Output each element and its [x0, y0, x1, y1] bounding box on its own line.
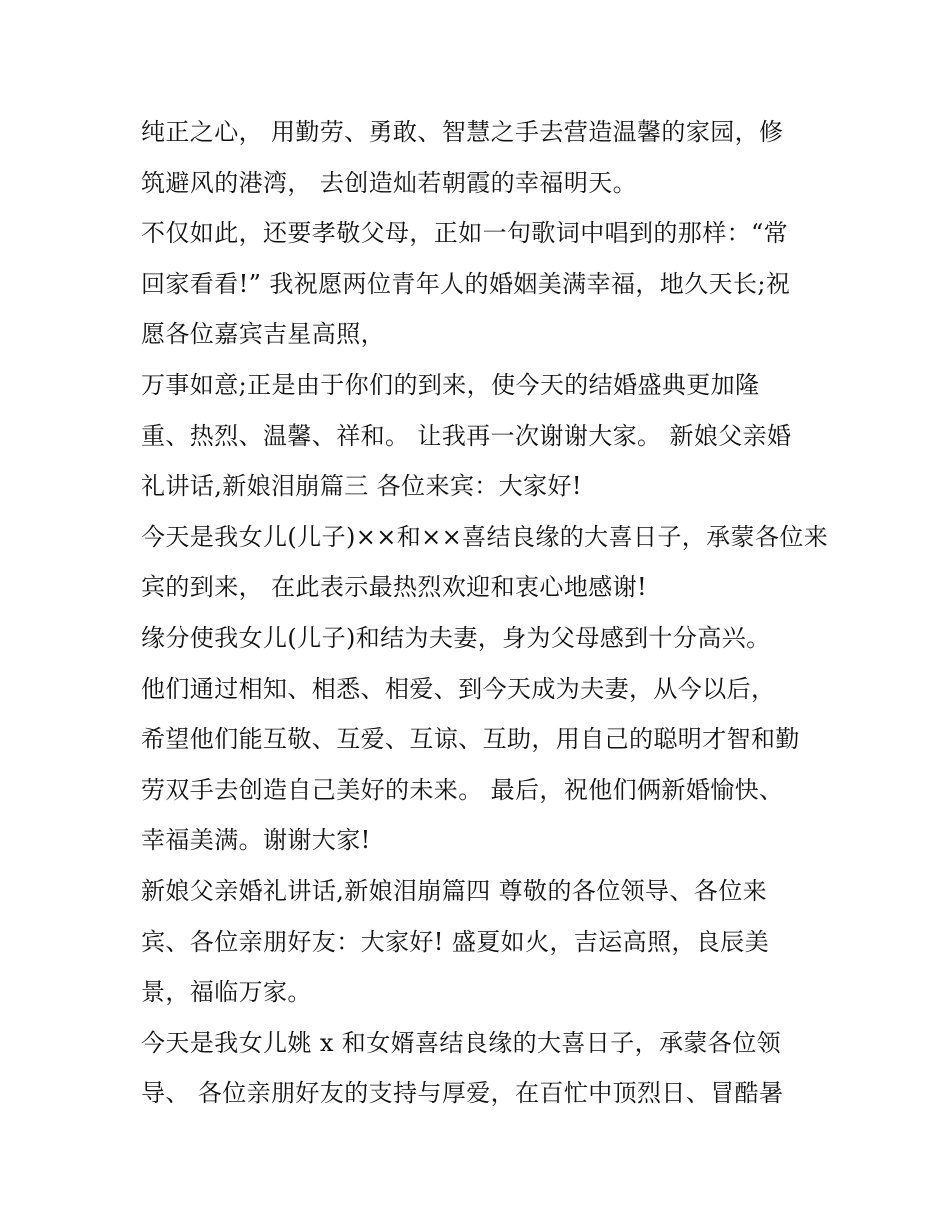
text-line: 重、热烈、温馨、祥和。 让我再一次谢谢大家。 新娘父亲婚	[141, 421, 792, 450]
text-line: 他们通过相知、相悉、相爱、到今天成为夫妻，从今以后，	[141, 674, 776, 703]
text-line: 不仅如此，还要孝敬父母，正如一句歌词中唱到的那样：“常	[141, 219, 789, 248]
text-line: 纯正之心， 用勤劳、勇敢、智慧之手去营造温馨的家园，修	[141, 118, 784, 146]
text-line: 新娘父亲婚礼讲话,新娘泪崩篇四 尊敬的各位领导、各位来	[141, 876, 768, 905]
text-line: 景，福临万家。	[141, 978, 312, 1007]
text-line: 万事如意;正是由于你们的到来，使今天的结婚盛典更加隆	[141, 370, 760, 399]
text-line: 今天是我女儿姚 x 和女婿喜结良缘的大喜日子，承蒙各位领	[141, 1028, 781, 1057]
text-line: 宾的到来， 在此表示最热烈欢迎和衷心地感谢!	[141, 573, 648, 602]
text-line: 礼讲话,新娘泪崩篇三 各位来宾：大家好!	[141, 472, 582, 501]
text-line: 劳双手去创造自己美好的未来。 最后，祝他们俩新婚愉快、	[141, 775, 784, 804]
text-line: 希望他们能互敬、互爱、互谅、互助，用自己的聪明才智和勤	[141, 725, 800, 754]
text-line: 宾、各位亲朋好友：大家好! 盛夏如火，吉运高照，良辰美	[141, 927, 770, 956]
text-line: 今天是我女儿(儿子)××和××喜结良缘的大喜日子，承蒙各位来	[141, 522, 829, 551]
text-line: 缘分使我女儿(儿子)和结为夫妻，身为父母感到十分高兴。	[141, 623, 771, 652]
text-line: 回家看看!” 我祝愿两位青年人的婚姻美满幸福，地久天长;祝	[141, 269, 791, 298]
text-line: 幸福美满。谢谢大家!	[141, 826, 371, 855]
text-line: 愿各位嘉宾吉星高照，	[141, 320, 385, 349]
document-body	[141, 107, 829, 1119]
text-line: 导、 各位亲朋好友的支持与厚爱，在百忙中顶烈日、冒酷暑	[141, 1079, 784, 1108]
text-line: 筑避风的港湾， 去创造灿若朝霞的幸福明天。	[141, 168, 638, 197]
